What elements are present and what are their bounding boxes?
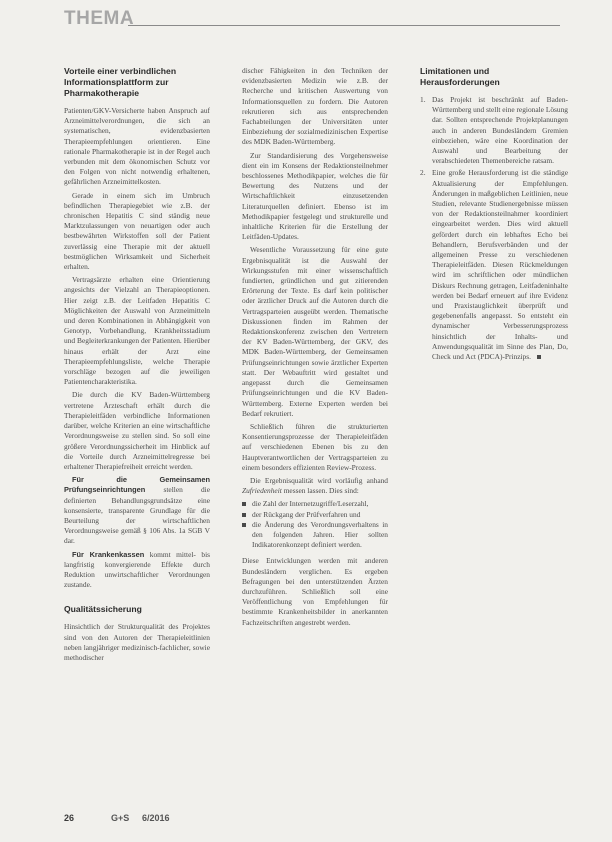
- list-item-text: Eine große Herausforderung ist die ständige Aktualisierung der Empfehlungen. Änderungen in maßgeblichen Leitlinien, neue Studien, relevante Studienergebnisse müssen von der Redaktionsteilnahmer koordiniert eingearbeitet werden. Dies wird aktuell gefördert durch ein lebhaftes Echo bei Behandlern, Berufsverbänden und der allgemeinen Presse zu verschiedenen Therapieleitfäden. Diesen Rückmeldungen wird im schriftlichen oder mündlichen Diskurs Rechnung getragen, Leitfadeninhalte werden bei Bedarf erneuert auf ihre Evidenz und Praxistauglichkeit überprüft und gegebenenfalls angepasst. So entsteht ein dynamischer Verbesserungsprozess hinsichtlich der Inhalts- und Anwendungsqualität im Sinne des Plan, Do, Check und Act (PDCA)-Prinzips.: [432, 168, 568, 362]
- bullet-square-icon: [242, 513, 246, 517]
- paragraph-text: stellen die definierten Behandlungsgrundsätze eine konsensierte, transparente Grundlage für die Beurteilung der wirtschaftlichen Verordnungsweise gemäß § 106 Abs. 1a SGB V dar.: [64, 485, 210, 546]
- list-item: [242, 499, 388, 509]
- list-item: [242, 520, 388, 551]
- paragraph-text: messen lassen. Dies sind:: [283, 486, 359, 496]
- list-item-text: der Rückgang der Prüfverfahren und: [252, 509, 361, 519]
- list-item: [420, 168, 568, 362]
- paragraph: Diese Entwicklungen werden mit anderen Bundesländern verglichen. Es ergeben Befragungen bei den unterstützenden Ärzten durchzuführen. Schließlich soll eine Veröffentlichung von Empfehlungen für bestimmte Krankenheitsbilder in anerkannten Fachzeitschriften angestrebt werden.: [242, 556, 388, 627]
- paragraph-lead-in: Für Krankenkassen: [72, 549, 145, 559]
- bullet-square-icon: [242, 502, 246, 506]
- list-item-text: die Änderung des Verordnungsverhaltens in den folgenden Jahren. Hier sollten Indikatorenkonzept definiert werden.: [252, 519, 388, 550]
- list-item: [242, 510, 388, 520]
- heading-qualitaetssicherung: Qualitätssicherung: [64, 604, 142, 615]
- heading-vorteile: Vorteile einer verbindlichen Informationsplattform zur Pharmakotherapie: [64, 66, 177, 98]
- list-item-text: Das Projekt ist beschränkt auf Baden-Württemberg und stellt eine regionale Lösung dar. Sollten entsprechende Projektplanungen auch in anderen Bundesländern Gremien einbeziehen, wäre eine Koordination der Auswahl und Bearbeitung der verabschiedeten Themenbereiche ratsam.: [432, 95, 568, 166]
- page-number: 26: [64, 813, 75, 823]
- column-middle: [242, 66, 388, 631]
- list-number: 2.: [420, 168, 426, 178]
- paragraph-text: Die Ergebnisqualität wird vorläufig anhand: [250, 475, 388, 485]
- journal-name: G+S: [111, 813, 130, 823]
- paragraph: [242, 476, 388, 496]
- paragraph: [64, 550, 210, 591]
- column-right: [420, 66, 568, 364]
- header-rule: [128, 25, 560, 26]
- paragraph: Zur Standardisierung des Vorgehensweise dient ein im Konsens der Redaktionsteilnehmer beschlossenes Methodikpapier, welches die für Bewertung des Nutzens und der Wirtschaftlichkeit einzusetzenden Literaturquellen definiert. Ebenso ist im Methodikpapier festgelegt und strukturelle und inhaltliche Kriterien für die Erstellung der Leitfäden-Updates.: [242, 150, 388, 242]
- paragraph: Wesentliche Voraussetzung für eine gute Ergebnisqualität ist die Auswahl der Wirkungsstufen mit einer wissenschaftlich fundierten, gründlichen und gut zitierenden Erörterung der Texte. Es darf kein politischer oder ärztlicher Druck auf die Autoren durch die Vertragsparteien ausgeübt werden. Thematische Diskussionen finden im Rahmen der Redaktionskonferenz zwischen den Vertretern der KV Baden-Württemberg, der GKV, des MDK Baden-Württemberg, der Gemeinsamen Prüfungseinrichtungen sowie ärztlicher Experten statt. Der Webauftritt wird gestaltet und angepasst durch die Gemeinsamen Prüfungseinrichtungen und die KV Baden-Württemberg. Externe Experten werden bei Bedarf rekrutiert.: [242, 245, 388, 418]
- heading-limitationen: Limitationen und Herausforderungen: [420, 66, 500, 87]
- article-end-square-icon: [537, 355, 541, 359]
- paragraph-lead-in: Für die Gemeinsamen Prüfungseinrichtungen: [64, 475, 210, 495]
- numbered-list: [420, 95, 568, 362]
- list-item: [420, 95, 568, 166]
- paragraph: Die durch die KV Baden-Württemberg vertretene Ärzteschaft erhält durch die Therapieleitfäden verbindliche Informationen darüber, welche Kriterien an eine wirtschaftliche Verordnungsweise zu stellen sind. So soll eine größere Verordnungssicherheit im Hinblick auf die Vorteile durch Arzneimittelregresse bei erhaltener Therapiefreiheit erreicht werden.: [64, 390, 210, 471]
- bullet-list: [242, 499, 388, 550]
- list-item-text: die Zahl der Internetzugriffe/Leserzahl,: [252, 499, 369, 509]
- issue-number: 6/2016: [142, 813, 170, 823]
- paragraph-emphasis: Zufriedenheit: [242, 486, 282, 496]
- column-left: [64, 66, 210, 666]
- paragraph: Gerade in einem sich im Umbruch befindlichen Therapiegebiet wie z.B. der chronischen Hepatitis C sind ständig neue Marktzulassungen von neuartigen oder auch bestbewährten Wirkstoffen soll der Patient zuverlässig eine Therapie mit der aktuell bestmöglichen Wirksamkeit und Sicherheit erhalten.: [64, 190, 210, 272]
- paragraph: Vertragsärzte erhalten eine Orientierung angesichts der Vielzahl an Therapieoptionen. Hier zeigt z.B. der Leitfaden Hepatitis C Möglichkeiten der Auswahl von Arzneimitteln und deren Kombinationen in Abhängigkeit von Genotyp, Vorbehandlung, Krankheitsstadium und Begleiterkrankungen der Patienten. Hierüber hinaus erhält der Arzt eine Therapieempfehlungsliste, welche Therapie vorschläge bezogen auf die jeweiligen Patientencharakteristika.: [64, 275, 210, 387]
- paragraph-text: kommt mittel- bis langfristig konvergierende Effekte durch Reduktion unwirtschaftlicher Verordnungen zustande.: [64, 549, 210, 590]
- bullet-square-icon: [242, 523, 246, 527]
- paragraph: [64, 475, 210, 546]
- page-footer: [64, 813, 264, 827]
- paragraph: discher Fähigkeiten in den Techniken der evidenzbasierten Medizin wie z.B. der Recherche und kritischen Auswertung von Informationsquellen zu fordern. Die Autoren rekrutieren sich aus entsprechenden Fachabteilungen der Universitäten unter Einbeziehung der sozialmedizinischen Expertise des MDK Baden-Württemberg.: [242, 66, 388, 147]
- paragraph: Patienten/GKV-Versicherte haben Anspruch auf Arzneimittelverordnungen, die sich an systematischen, evidenzbasierten Therapieempfehlungen orientieren. Eine rationale Pharmakotherapie ist in der Regel auch verbunden mit dem ökonomischen Schutz vor den Folgen von nicht notwendig erhaltenen, gefährlichen Arzneimittelkosten.: [64, 106, 210, 187]
- section-title: THEMA: [64, 8, 135, 29]
- list-number: 1.: [420, 95, 426, 104]
- section-header: [64, 8, 560, 32]
- paragraph: Schließlich führen die strukturierten Konsentierungsprozesse der Therapieleitfäden auf verschiedenen Ebenen bis zu den Hauptverantwortlichen der Vertragsparteien zu einem besonders effizienten Review-Prozess.: [242, 421, 388, 472]
- paragraph: Hinsichtlich der Strukturqualität des Projektes sind von den Autoren der Therapieleitlinien neben langjähriger medizinisch-fachlicher, sowie methodischer: [64, 622, 210, 662]
